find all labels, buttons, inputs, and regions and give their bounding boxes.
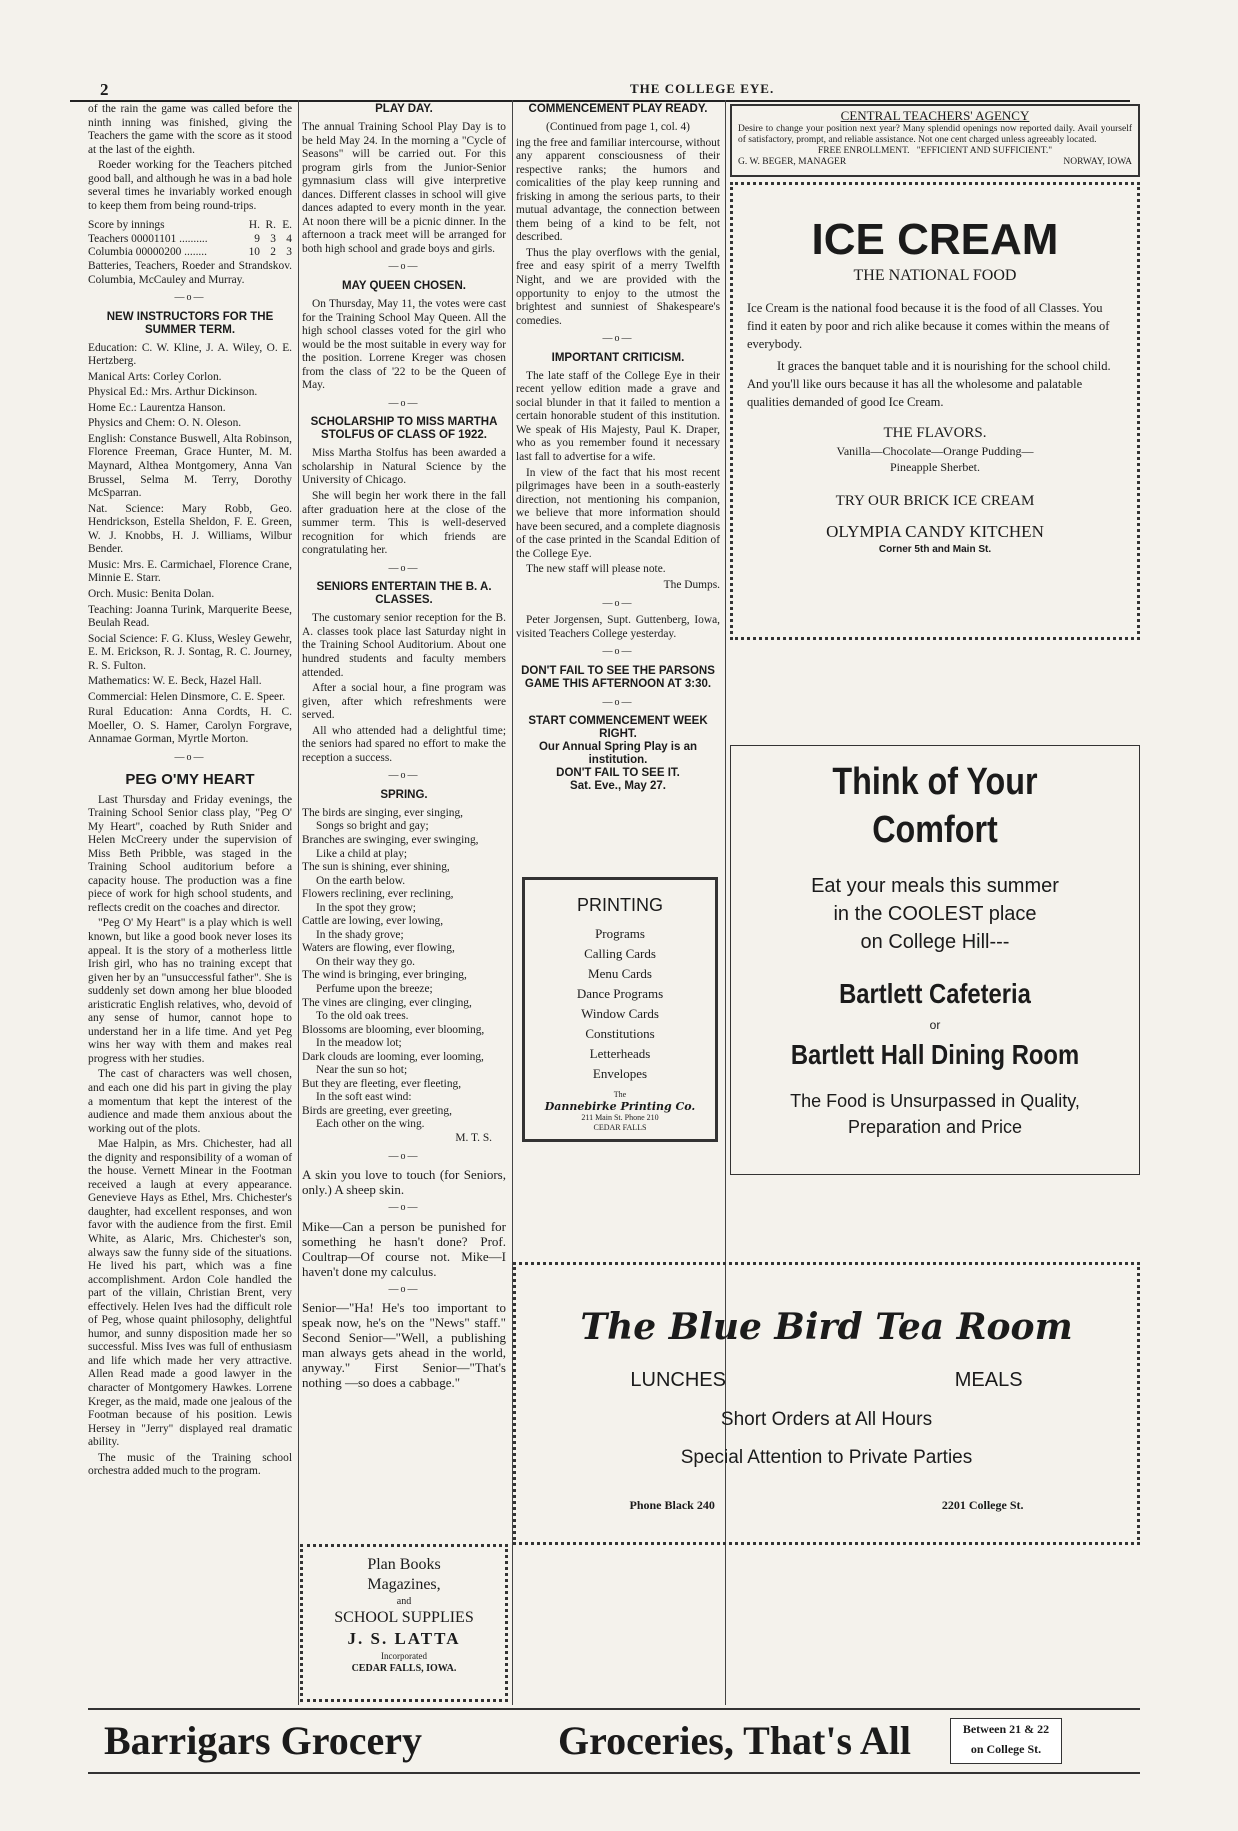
separator: —o—	[602, 696, 634, 708]
article-paragraph: "Peg O' My Heart" is a play which is well known, but like a good book never loses its appeal. It is the story of a motherless little Irish girl, who has no training except that given her by an "unsuccessful father". She is suddenly set down among her blue blooded aristicratic English relatives, who, devoid of any sense of humor, cannot hope to understand her in a life time. And yet Peg wins her way with them and makes real progress with her studies.	[88, 917, 292, 1065]
score-row: Teachers 00001101 .......... 9 3 4	[88, 232, 292, 245]
poem-line: The birds are singing, ever singing,	[302, 806, 464, 819]
poem-line: Waters are flowing, ever flowing,	[302, 942, 455, 955]
poem	[302, 807, 506, 1132]
article-paragraph: English: Constance Buswell, Alta Robinson, Florence Freeman, Grace Hunter, M. M. Maynard, Althea Montgomery, Anna Van Brussel, Selma M. Terry, Dorothy McSparran.	[88, 432, 292, 500]
score-row: Columbia 00000200 ........ 10 2 3	[88, 246, 292, 259]
printing-item: Window Cards	[581, 1006, 659, 1021]
article-paragraph: Nat. Science: Mary Robb, Geo. Hendrickson, Estella Sheldon, F. E. Green, W. J. Knobbs, H. J. Williams, Wilbur Bender.	[88, 502, 292, 556]
joke: A skin you love to touch (for Seniors, only.) A sheep skin.	[302, 1167, 506, 1198]
separator: —o—	[602, 646, 634, 658]
separator: —o—	[388, 1150, 420, 1162]
article-paragraph: Mae Halpin, as Mrs. Chichester, had all the dignity and responsibility of a woman of the house. Vernett Minear in the Footman received a laugh at every appearance. Genevieve Hays as Ethel, Mrs. Chichester's daughter, had excellent responses, and won favor with the audience from the first. Emil White, as Alaric, Mrs. Chichester's son, always saw the funny side of the situations. He lived his part, which was a fine accomplishment. Ardon Cole handled the part of the villain, Christian Brent, very effectively. Helen Ives had the difficult role of Peg, whose quaint philosophy, delightful humor, and sunny disposition made her so successful. Miss Ives was full of enthusiasm and life which made her very attractive. Allen Read made a good lawyer in the character of Montgomery Hawkes. Lorrene Kreger, as the maid, made one jealous of the Footman because of his position. Lewis Hersey in "Jerry" displayed real dramatic ability.	[88, 1138, 292, 1449]
article-paragraph: ing the free and familiar intercourse, without any apparent consciousness of their respective ranks; the humors and comicalities of the play keep running and frisking in among the serious parts, to their mutual advantage, the connection between them being of a kind to be felt, not described.	[516, 136, 721, 244]
article-paragraph: Commercial: Helen Dinsmore, C. E. Speer.	[88, 690, 286, 703]
poem-line: Cattle are lowing, ever lowing,	[302, 915, 444, 928]
article-paragraph: Physics and Chem: O. N. Oleson.	[88, 417, 242, 430]
headline: SCHOLARSHIP TO MISS MARTHA STOLFUS OF CLASS OF 1922.	[310, 416, 498, 442]
column-2	[302, 103, 506, 1392]
poem-line: In the spot they grow;	[316, 901, 416, 914]
poem-line: Branches are swinging, ever swinging,	[302, 833, 479, 846]
headline: Our Annual Spring Play is an institution.	[538, 741, 698, 767]
poem-line: On their way they go.	[316, 955, 416, 968]
poem-line: The vines are clinging, ever clinging,	[302, 996, 472, 1009]
printing-ad: PRINTING Programs Calling Cards Menu Cards Dance Programs Window Cards Constitutions Letterheads Envelopes The Dannebirke Printing Co. 211 Main St. Phone 210 CEDAR FALLS	[522, 877, 718, 1142]
article-paragraph: Orch. Music: Benita Dolan.	[88, 587, 215, 600]
poem-line: Each other on the wing.	[316, 1118, 425, 1131]
separator: —o—	[388, 261, 420, 273]
poem-line: In the shady grove;	[316, 928, 404, 941]
page-number: 2	[100, 80, 109, 99]
article-paragraph: All who attended had a delightful time; the seniors had spared no effort to make the reception a success.	[302, 724, 506, 764]
separator: —o—	[388, 1202, 420, 1214]
poem-line: In the meadow lot;	[316, 1037, 402, 1050]
separator: —o—	[174, 292, 206, 304]
printing-item: Letterheads	[589, 1046, 651, 1061]
headline: PLAY DAY.	[375, 103, 433, 115]
poem-author: M. T. S.	[455, 1132, 492, 1144]
poem-line: Songs so bright and gay;	[316, 820, 429, 833]
headline: COMMENCEMENT PLAY READY.	[528, 103, 708, 115]
printing-item: Envelopes	[592, 1066, 648, 1081]
separator: —o—	[174, 751, 206, 763]
article-paragraph: Physical Ed.: Mrs. Arthur Dickinson.	[88, 386, 258, 399]
paper-title: THE COLLEGE EYE.	[630, 81, 775, 96]
article-paragraph: In view of the fact that his most recent pilgrimages have been in a south-easterly direction, not mentioning his companion, we believe that more information should have been secured, and a complete diagnosis of the case printed in the Scandal Edition of the College Eye.	[516, 466, 721, 560]
headline: Sat. Eve., May 27.	[570, 780, 666, 793]
poem-line: Flowers reclining, ever reclining,	[302, 888, 454, 901]
article-paragraph: of the rain the game was called before the ninth inning was finished, giving the Teachers the game with the score as it stood at the last of the eighth.	[88, 103, 292, 156]
poem-line: Like a child at play;	[316, 847, 408, 860]
article-paragraph: Mathematics: W. E. Beck, Hazel Hall.	[88, 675, 262, 688]
separator: —o—	[388, 1283, 420, 1295]
article-paragraph: After a social hour, a fine program was given, after which refreshments were served.	[302, 682, 506, 722]
article-paragraph: The new staff will please note.	[526, 563, 666, 576]
article-paragraph: The customary senior reception for the B. A. classes took place last Saturday night in the Training School Auditorium. About one hundred students and faculty members attended.	[302, 612, 506, 679]
barrigar-ad: Barrigars Grocery Groceries, That's All Between 21 & 22 on College St.	[88, 1708, 1140, 1774]
article-paragraph: Music: Mrs. E. Carmichael, Florence Crane, Minnie E. Starr.	[88, 558, 292, 585]
headline: DON'T FAIL TO SEE THE PARSONS GAME THIS AFTERNOON AT 3:30.	[521, 664, 715, 690]
article-paragraph: Peter Jorgensen, Supt. Guttenberg, Iowa, visited Teachers College yesterday.	[516, 614, 720, 640]
article-paragraph: Teaching: Joanna Turink, Marquerite Beese, Beulah Read.	[88, 603, 292, 630]
poem-line: On the earth below.	[316, 874, 406, 887]
separator: —o—	[388, 562, 420, 574]
article-paragraph: Education: C. W. Kline, J. A. Wiley, O. E. Hertzberg.	[88, 341, 292, 368]
article-paragraph: Roeder working for the Teachers pitched good ball, and although he was in a bad hole several times he invariably worked enough to keep them from being round-trips.	[88, 159, 292, 212]
blue-bird-ad: The Blue Bird Tea Room LUNCHES MEALS Short Orders at All Hours Special Attention to Private Parties Phone Black 240 2201 College St.	[513, 1262, 1140, 1545]
poem-line: Perfume upon the breeze;	[316, 982, 433, 995]
article-paragraph: Manical Arts: Corley Corlon.	[88, 370, 222, 383]
peg-article	[88, 794, 292, 1479]
headline: MAY QUEEN CHOSEN.	[342, 280, 466, 293]
article-paragraph: The annual Training School Play Day is to be held May 24. In the morning a "Cycle of Seasons" will be carried out. For this program girls from the Junior-Senior gymnasium class will give interpretive dances. Different classes in school will give dances adapted to every month in the year. At noon there will be a picnic dinner. In the afternoon a track meet will be arranged for both high school and grade boys and girls.	[302, 121, 506, 255]
poem-line: Blossoms are blooming, ever blooming,	[302, 1023, 485, 1036]
agency-ad: CENTRAL TEACHERS' AGENCY Desire to change your position next year? Many splendid openings now reported daily. Avail yourself of satisfactory, prompt, and reliable assistance. Not one cent charged unless agreeably located. FREE ENROLLMENT. "EFFICIENT AND SUFFICIENT." G. W. BEGER, MANAGER NORWAY, IOWA	[730, 104, 1140, 177]
separator: —o—	[602, 333, 634, 345]
bartlett-ad: Think of Your Comfort Eat your meals this summer in the COOLEST place on College Hill--- Bartlett Cafeteria or Bartlett Hall Dining Room The Food is Unsurpassed in Quality, Preparation and Price	[730, 745, 1140, 1175]
article-paragraph: The late staff of the College Eye in their recent yellow edition made a grave and social blunder in that it failed to mention a certain honorable student of this institution. We speak of His Majesty, Paul K. Draper, who as you remember found it necessary last fall to advertise for a wife.	[516, 369, 720, 464]
headline: NEW INSTRUCTORS FOR THE SUMMER TERM.	[106, 310, 274, 336]
continued-note: (Continued from page 1, col. 4)	[546, 121, 690, 133]
poem-line: In the soft east wind:	[316, 1091, 412, 1104]
article-paragraph: She will begin her work there in the fall after graduation here at the close of the summer term. This is well-deserved recognition for which friends are congratulating her.	[302, 490, 506, 557]
article-paragraph: Rural Education: Anna Cordts, H. C. Moeller, O. S. Hamer, Carolyn Forgrave, Annamae Gorman, Myrtle Morton.	[88, 706, 292, 746]
poem-line: Dark clouds are looming, ever looming,	[302, 1050, 484, 1063]
printing-item: Menu Cards	[588, 966, 652, 981]
column-3	[516, 103, 720, 793]
article-paragraph: The music of the Training school orchestra added much to the program.	[88, 1451, 292, 1478]
article-paragraph: Social Science: F. G. Kluss, Wesley Gewehr, E. M. Erickson, R. J. Sontag, R. C. Journey, R. S. Fulton.	[88, 632, 292, 672]
separator: —o—	[388, 770, 420, 782]
poem-line: To the old oak trees.	[316, 1010, 409, 1023]
batteries: Batteries, Teachers, Roeder and Strandskov. Columbia, McCauley and Murray.	[88, 260, 292, 286]
joke: Senior—"Ha! He's too important to speak now, he's on the "News" staff." Second Senior—"Well, a publishing man always gets ahead in the world, anyway." First Senior—"That's nothing —so does a cabbage."	[302, 1300, 506, 1391]
joke: Mike—Can a person be punished for something he hasn't done? Prof. Coultrap—Of course not. Mike—I haven't done my calculus.	[302, 1218, 506, 1279]
article-paragraph: Miss Martha Stolfus has been awarded a scholarship in Natural Science by the University of Chicago.	[302, 447, 506, 487]
printing-item: Dance Programs	[576, 986, 664, 1001]
instructor-list	[88, 342, 292, 747]
separator: —o—	[602, 597, 634, 609]
article-paragraph: On Thursday, May 11, the votes were cast for the Training School May Queen. All the high school classes voted for the girl who would be the most suitable in every way for the position. Lorrene Kreger was chosen from the class of '22 to be the Queen of May.	[302, 298, 506, 392]
page-header	[70, 78, 1130, 102]
printing-item: Programs	[595, 926, 645, 941]
headline: DON'T FAIL TO SEE IT.	[556, 767, 680, 780]
printing-item: Constitutions	[585, 1026, 655, 1041]
separator: —o—	[388, 397, 420, 409]
article-paragraph: Last Thursday and Friday evenings, the Training School Senior class play, "Peg O' My Heart", coached by Ruth Snider and Helen McCreery under the supervision of Miss Beth Pribble, was staged in the Training School auditorium before a capacity house. The production was a fine piece of work for high school students, and reflects credit on the coaches and director.	[88, 793, 292, 914]
poem-line: The sun is shining, ever shining,	[302, 861, 450, 874]
column-1	[88, 103, 292, 1481]
column-rule	[298, 100, 299, 1705]
headline: SPRING.	[380, 788, 428, 801]
article-paragraph: The cast of characters was well chosen, and each one did his part in giving the play a momentum that kept the interest of the audience and made them anxious about the working out of the plots.	[88, 1068, 292, 1135]
article-paragraph: Home Ec.: Laurentza Hanson.	[88, 401, 226, 414]
headline: SENIORS ENTERTAIN THE B. A. CLASSES.	[316, 581, 492, 607]
headline: PEG O'MY HEART	[125, 770, 255, 788]
headline: IMPORTANT CRITICISM.	[551, 351, 685, 364]
ice-cream-ad: ICE CREAM THE NATIONAL FOOD Ice Cream is the national food because it is the food of all Classes. You find it eaten by poor and rich alike because it comes within the means of everybody. It graces the banquet table and it is nourishing for the school child. And you'll like ours because it has all the wholesome and palatable qualities demanded of good Ice Cream. THE FLAVORS. Vanilla—Chocolate—Orange Pudding— Pineapple Sherbet. TRY OUR BRICK ICE CREAM OLYMPIA CANDY KITCHEN Corner 5th and Main St.	[730, 182, 1140, 640]
poem-line: The wind is bringing, ever bringing,	[302, 969, 467, 982]
score-header: Score by innings H. R. E.	[88, 219, 292, 232]
poem-line: Birds are greeting, ever greeting,	[302, 1104, 452, 1117]
poem-line: But they are fleeting, ever fleeting,	[302, 1077, 462, 1090]
article-paragraph: Thus the play overflows with the genial, free and easy spirit of a merry Twelfth Night, and we are provided with the opportunity to enjoy to the utmost the brightest and sunniest of Shakespeare's comedies.	[516, 246, 720, 327]
headline: START COMMENCEMENT WEEK RIGHT.	[528, 715, 708, 741]
printing-item: Calling Cards	[584, 946, 656, 961]
latta-ad: Plan Books Magazines, and SCHOOL SUPPLIES J. S. LATTA Incorporated CEDAR FALLS, IOWA.	[300, 1544, 508, 1702]
signature: The Dumps.	[663, 578, 720, 591]
poem-line: Near the sun so hot;	[316, 1064, 408, 1077]
